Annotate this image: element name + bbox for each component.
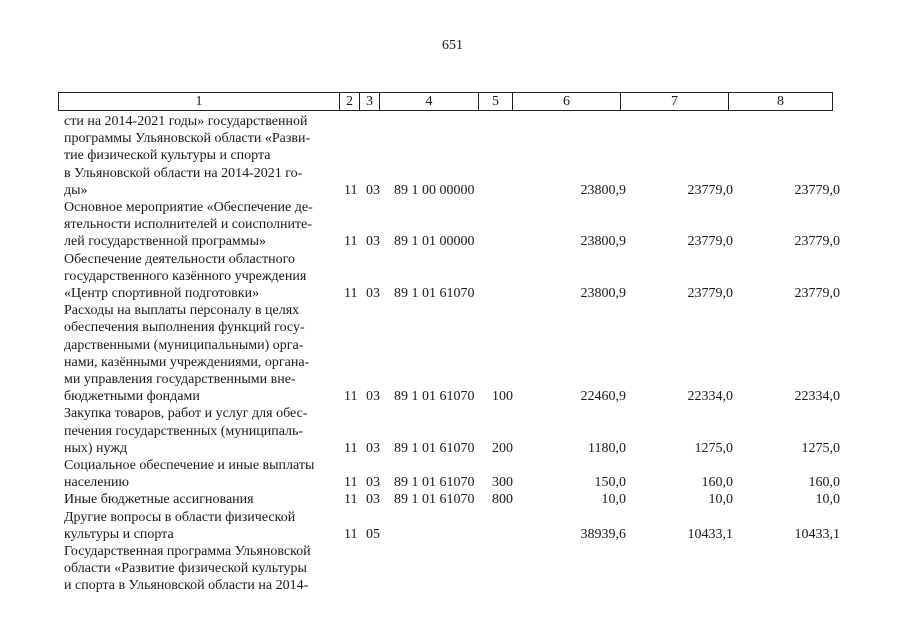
table-row (0, 543, 905, 595)
description-line: дарственными (муниципальными) орга- (64, 337, 304, 353)
cell-c3: 03 (366, 234, 380, 250)
row-description (64, 251, 336, 303)
cell-c2: 11 (344, 182, 358, 198)
cell-c7: 10,0 (708, 492, 733, 508)
cell-c5: 800 (492, 492, 513, 508)
row-description (64, 509, 336, 543)
cell-c5: 200 (492, 440, 513, 456)
cell-c6: 38939,6 (580, 526, 626, 542)
cell-c8: 10,0 (815, 492, 840, 508)
cell-c3: 03 (366, 475, 380, 491)
description-line: ды» (64, 182, 88, 198)
cell-c5: 100 (492, 389, 513, 405)
cell-c2: 11 (344, 526, 358, 542)
description-line: Расходы на выплаты персоналу в целях (64, 303, 300, 319)
description-line: Закупка товаров, работ и услуг для обес- (64, 406, 308, 422)
description-line: Государственная программа Ульяновской (64, 543, 311, 559)
description-line: Социальное обеспечение и иные выплаты (64, 457, 315, 473)
description-line: печения государственных (муниципаль- (64, 423, 304, 439)
cell-c8: 1275,0 (801, 440, 840, 456)
column-header-1: 1 (59, 93, 340, 111)
cell-c6: 23800,9 (580, 234, 626, 250)
column-header-2: 2 (340, 93, 360, 111)
cell-c7: 23779,0 (687, 182, 733, 198)
cell-c8: 10433,1 (794, 526, 840, 542)
cell-c4: 89 1 01 61070 (394, 389, 475, 405)
table-row (0, 251, 905, 303)
description-line: сти на 2014-2021 годы» государственной (64, 114, 308, 129)
cell-c8: 23779,0 (794, 285, 840, 301)
cell-c7: 1275,0 (694, 440, 733, 456)
cell-c7: 23779,0 (687, 234, 733, 250)
cell-c6: 10,0 (601, 492, 626, 508)
cell-c8: 23779,0 (794, 234, 840, 250)
description-line: Иные бюджетные ассигнования (64, 492, 254, 508)
table-row (0, 457, 905, 491)
description-line: тие физической культуры и спорта (64, 148, 271, 164)
row-description (64, 199, 336, 251)
cell-c4: 89 1 01 00000 (394, 234, 475, 250)
column-header-6: 6 (513, 93, 621, 111)
description-line: лей государственной программы» (64, 234, 267, 250)
column-header-7: 7 (621, 93, 729, 111)
cell-c6: 1180,0 (588, 440, 626, 456)
table-row (0, 113, 905, 199)
description-line: обеспечения выполнения функций госу- (64, 320, 305, 336)
cell-c2: 11 (344, 440, 358, 456)
cell-c3: 05 (366, 526, 380, 542)
cell-c2: 11 (344, 389, 358, 405)
cell-c6: 23800,9 (580, 182, 626, 198)
column-header-table (58, 92, 833, 111)
cell-c2: 11 (344, 492, 358, 508)
column-header-row (59, 93, 833, 111)
cell-c4: 89 1 01 61070 (394, 285, 475, 301)
row-description (64, 457, 336, 491)
cell-c7: 10433,1 (687, 526, 733, 542)
cell-c4: 89 1 01 61070 (394, 492, 475, 508)
description-line: населению (64, 475, 129, 491)
cell-c7: 160,0 (701, 475, 733, 491)
cell-c3: 03 (366, 492, 380, 508)
row-description (64, 491, 336, 508)
description-line: нами, казёнными учреждениями, органа- (64, 354, 310, 370)
cell-c3: 03 (366, 440, 380, 456)
cell-c8: 22334,0 (794, 389, 840, 405)
description-line: Основное мероприятие «Обеспечение де- (64, 200, 313, 215)
description-line: государственного казённого учреждения (64, 268, 307, 284)
description-line: Другие вопросы в области физической (64, 509, 296, 525)
cell-c7: 23779,0 (687, 285, 733, 301)
cell-c8: 160,0 (808, 475, 840, 491)
cell-c5: 300 (492, 475, 513, 491)
row-description (64, 113, 336, 199)
table-row (0, 405, 905, 457)
cell-c4: 89 1 01 61070 (394, 440, 475, 456)
description-line: ятельности исполнителей и соисполните- (64, 217, 313, 233)
description-line: и спорта в Ульяновской области на 2014- (64, 578, 309, 594)
cell-c6: 22460,9 (580, 389, 626, 405)
description-line: области «Развитие физической культуры (64, 561, 307, 577)
description-line: программы Ульяновской области «Разви- (64, 131, 311, 147)
table-row (0, 509, 905, 543)
description-line: бюджетными фондами (64, 389, 200, 405)
cell-c2: 11 (344, 234, 358, 250)
description-line: Обеспечение деятельности областного (64, 251, 295, 267)
table-row (0, 491, 905, 508)
cell-c6: 150,0 (594, 475, 626, 491)
column-header-5: 5 (479, 93, 513, 111)
cell-c4: 89 1 00 00000 (394, 182, 475, 198)
table-row (0, 302, 905, 405)
column-header-4: 4 (380, 93, 479, 111)
cell-c7: 22334,0 (687, 389, 733, 405)
cell-c3: 03 (366, 285, 380, 301)
row-description (64, 405, 336, 457)
row-description (64, 543, 336, 595)
cell-c6: 23800,9 (580, 285, 626, 301)
column-header-8: 8 (729, 93, 833, 111)
column-header-3: 3 (360, 93, 380, 111)
description-line: в Ульяновской области на 2014-2021 го- (64, 165, 303, 181)
cell-c8: 23779,0 (794, 182, 840, 198)
description-line: «Центр спортивной подготовки» (64, 286, 260, 301)
cell-c3: 03 (366, 389, 380, 405)
description-line: ми управления государственными вне- (64, 372, 296, 387)
budget-rows (0, 113, 905, 595)
description-line: ных) нужд (64, 440, 128, 456)
table-row (0, 199, 905, 251)
cell-c2: 11 (344, 475, 358, 491)
page-number: 651 (442, 38, 463, 53)
cell-c2: 11 (344, 285, 358, 301)
description-line: культуры и спорта (64, 526, 174, 542)
row-description (64, 302, 336, 405)
cell-c4: 89 1 01 61070 (394, 475, 475, 491)
cell-c3: 03 (366, 182, 380, 198)
